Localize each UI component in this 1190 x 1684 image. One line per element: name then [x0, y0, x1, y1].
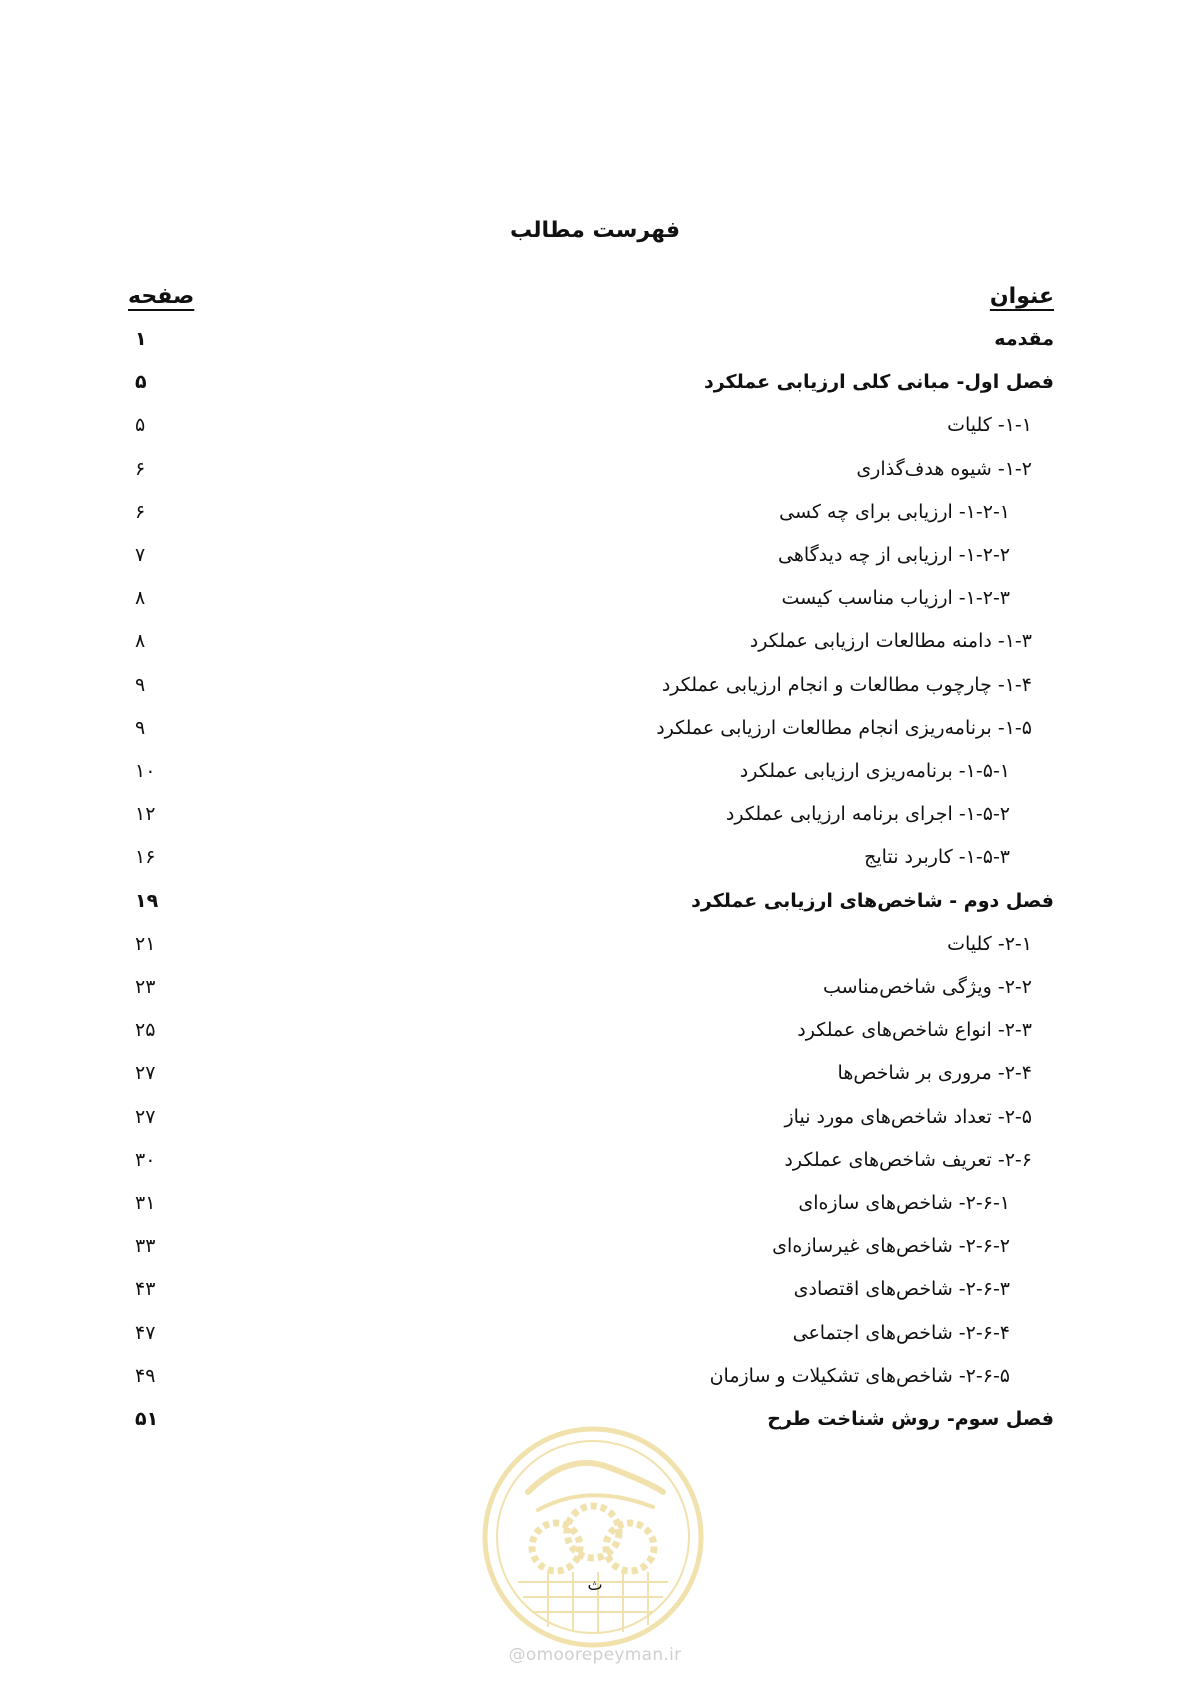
- toc-entry-page: ۴۳: [135, 1278, 156, 1301]
- topic-column-header: عنوان: [989, 284, 1054, 309]
- toc-row: [0, 717, 1190, 763]
- toc-entry-page: ۷: [135, 544, 146, 566]
- toc-entry-page: ۱۰: [135, 760, 156, 782]
- toc-entry-page: ۱: [135, 328, 147, 350]
- toc-row: [0, 458, 1190, 504]
- stamp-watermark-icon: [478, 1422, 708, 1652]
- toc-row: [0, 1235, 1190, 1281]
- toc-entry-page: ۲۷: [135, 1105, 156, 1128]
- toc-entry-title: ۲-۶-۲- شاخص‌های غیرسازه‌ای: [772, 1235, 1010, 1258]
- toc-entry-title: ۲-۴- مروری بر شاخص‌ها: [837, 1062, 1032, 1085]
- toc-row: [0, 1106, 1190, 1152]
- toc-row: [0, 976, 1190, 1022]
- toc-entry-title: مقدمه: [994, 328, 1054, 350]
- toc-entry-page: ۲۷: [135, 1062, 156, 1085]
- toc-entry-title: ۱-۵- برنامه‌ریزی انجام مطالعات ارزیابی عملکرد: [656, 716, 1032, 739]
- toc-entry-title: ۲-۲- ویژگی شاخص‌مناسب: [822, 976, 1032, 998]
- toc-entry-title: ۱-۴- چارچوب مطالعات و انجام ارزیابی عملکرد: [661, 673, 1032, 696]
- toc-entry-page: ۸: [135, 587, 146, 610]
- toc-row: [0, 1322, 1190, 1368]
- toc-row: [0, 501, 1190, 547]
- watermark-url: omoorepeyman.ir: [525, 1645, 682, 1665]
- toc-entry-page: ۱۲: [135, 803, 156, 826]
- toc-row: [0, 1062, 1190, 1108]
- toc-row: [0, 1019, 1190, 1065]
- toc-entry-page: ۵۱: [135, 1408, 159, 1430]
- toc-entry-title: ۲-۳- انواع شاخص‌های عملکرد: [797, 1019, 1032, 1042]
- toc-entry-page: ۳۰: [135, 1148, 156, 1171]
- toc-entry-title: ۱-۲-۱- ارزیابی برای چه کسی: [779, 500, 1010, 523]
- toc-entry-title: ۱-۱- کلیات: [947, 414, 1032, 437]
- toc-entry-title: ۲-۶- تعریف شاخص‌های عملکرد: [784, 1148, 1032, 1171]
- toc-entry-title: ۲-۵- تعداد شاخص‌های مورد نیاز: [784, 1105, 1032, 1128]
- toc-row: [0, 760, 1190, 806]
- toc-entry-title: ۲-۶-۱- شاخص‌های سازه‌ای: [798, 1192, 1010, 1214]
- toc-entry-page: ۳۱: [135, 1192, 156, 1214]
- toc-entry-title: ۱-۲-۳- ارزیاب مناسب کیست: [781, 587, 1010, 610]
- toc-entry-title: ۲-۶-۳- شاخص‌های اقتصادی: [793, 1278, 1010, 1301]
- page-number: ث: [587, 1575, 603, 1594]
- toc-entry-page: ۲۵: [135, 1019, 156, 1042]
- toc-row: [0, 933, 1190, 979]
- toc-entry-page: ۶: [135, 500, 146, 523]
- toc-row: [0, 846, 1190, 892]
- toc-row: [0, 674, 1190, 720]
- toc-entry-page: ۸: [135, 630, 146, 653]
- toc-entry-page: ۲۳: [135, 976, 156, 998]
- toc-entry-title: ۱-۲-۲- ارزیابی از چه دیدگاهی: [778, 544, 1010, 566]
- toc-row: [0, 414, 1190, 460]
- toc-entry-page: ۹: [135, 716, 146, 739]
- toc-row: [0, 371, 1190, 417]
- toc-row: [0, 630, 1190, 676]
- toc-entry-title: ۱-۵-۱- برنامه‌ریزی ارزیابی عملکرد: [739, 760, 1010, 782]
- toc-entry-page: ۴۷: [135, 1321, 156, 1344]
- toc-entry-page: ۹: [135, 673, 146, 696]
- toc-entry-page: ۵: [135, 414, 146, 437]
- toc-entry-title: ۲-۱- کلیات: [947, 932, 1032, 955]
- toc-row: [0, 1365, 1190, 1411]
- toc-entry-page: ۴۹: [135, 1364, 156, 1387]
- toc-entry-page: ۶: [135, 457, 146, 480]
- toc-row: [0, 1149, 1190, 1195]
- toc-entry-page: ۱۶: [135, 846, 156, 869]
- at-icon: @: [508, 1645, 526, 1665]
- toc-entry-title: فصل دوم - شاخص‌های ارزیابی عملکرد: [691, 889, 1054, 912]
- toc-row: [0, 1192, 1190, 1238]
- toc-row: [0, 1278, 1190, 1324]
- watermark-site-text: [0, 1645, 1190, 1665]
- toc-entry-title: ۱-۵-۲- اجرای برنامه ارزیابی عملکرد: [725, 803, 1010, 826]
- toc-entry-title: ۲-۶-۴- شاخص‌های اجتماعی: [792, 1321, 1010, 1344]
- page-column-header: صفحه: [128, 284, 195, 309]
- toc-entry-title: ۲-۶-۵- شاخص‌های تشکیلات و سازمان: [709, 1364, 1010, 1387]
- toc-entry-title: ۱-۲- شیوه هدف‌گذاری: [856, 457, 1032, 480]
- toc-row: [0, 803, 1190, 849]
- toc-entry-title: ۱-۳- دامنه مطالعات ارزیابی عملکرد: [749, 630, 1032, 653]
- toc-row: [0, 328, 1190, 374]
- toc-entry-page: ۳۳: [135, 1235, 156, 1258]
- page-title: فهرست مطالب: [509, 218, 681, 243]
- toc-entry-page: ۲۱: [135, 932, 156, 955]
- toc-entry-title: فصل سوم- روش شناخت طرح: [767, 1408, 1054, 1430]
- toc-entry-page: ۵: [135, 371, 147, 394]
- toc-row: [0, 587, 1190, 633]
- toc-row: [0, 544, 1190, 590]
- toc-entry-title: فصل اول- مبانی کلی ارزیابی عملکرد: [703, 371, 1054, 394]
- toc-entry-title: ۱-۵-۳- کاربرد نتایج: [864, 846, 1010, 869]
- toc-row: [0, 890, 1190, 936]
- toc-entry-page: ۱۹: [135, 889, 159, 912]
